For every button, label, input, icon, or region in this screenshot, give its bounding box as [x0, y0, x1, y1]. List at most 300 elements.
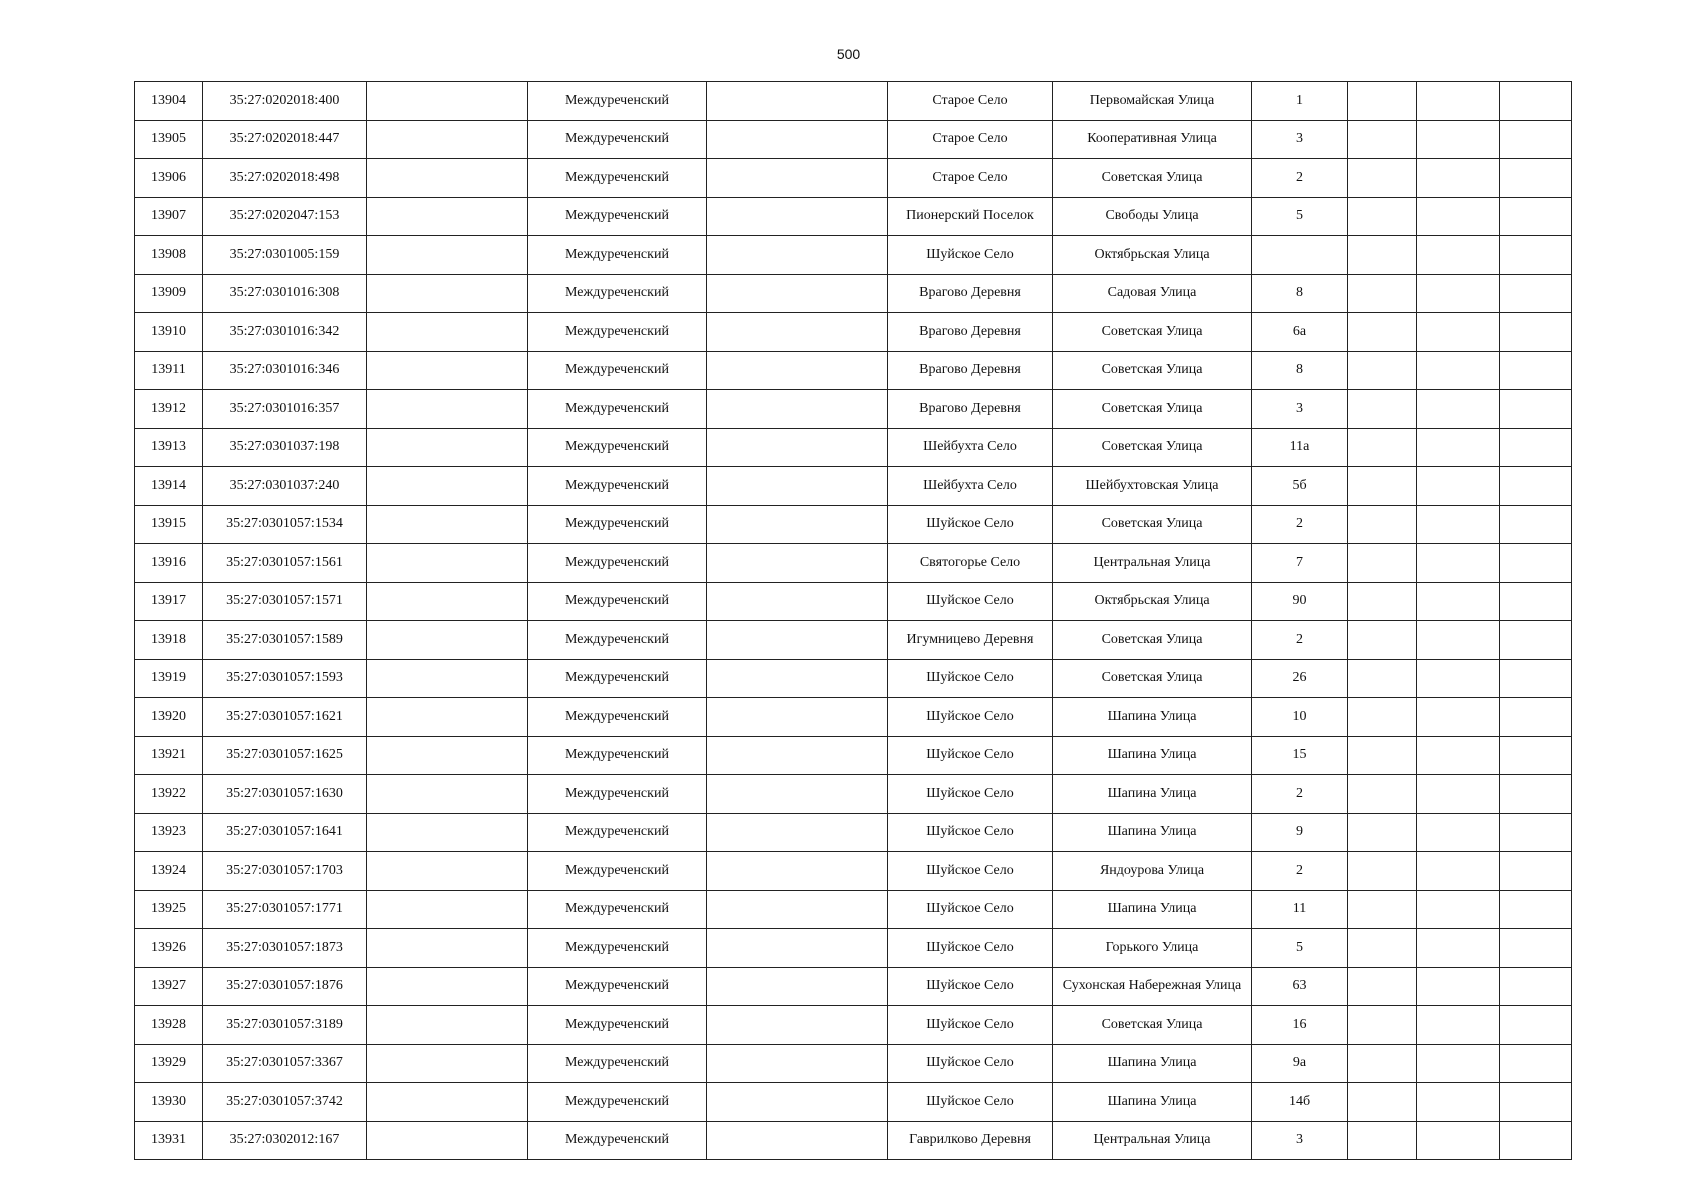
house-number-cell: 11	[1252, 890, 1348, 929]
record-number-cell: 13919	[135, 659, 203, 698]
empty-cell	[1500, 736, 1572, 775]
cadastral-number-cell: 35:27:0301037:198	[203, 428, 367, 467]
empty-cell	[1500, 236, 1572, 275]
empty-cell	[1500, 582, 1572, 621]
empty-cell	[1417, 1121, 1500, 1160]
empty-cell	[707, 428, 888, 467]
district-cell: Междуреченский	[528, 505, 707, 544]
settlement-cell: Шуйское Село	[888, 852, 1053, 891]
record-number-cell: 13904	[135, 82, 203, 121]
empty-cell	[1500, 621, 1572, 660]
settlement-cell: Шейбухта Село	[888, 467, 1053, 506]
empty-cell	[1500, 428, 1572, 467]
empty-cell	[1417, 274, 1500, 313]
district-cell: Междуреченский	[528, 197, 707, 236]
street-cell: Советская Улица	[1053, 351, 1252, 390]
settlement-cell: Старое Село	[888, 159, 1053, 198]
settlement-cell: Шуйское Село	[888, 659, 1053, 698]
table-row	[135, 274, 1572, 313]
street-cell: Кооперативная Улица	[1053, 120, 1252, 159]
empty-cell	[1348, 159, 1417, 198]
street-cell: Шапина Улица	[1053, 1044, 1252, 1083]
district-cell: Междуреченский	[528, 544, 707, 583]
empty-cell	[367, 813, 528, 852]
house-number-cell: 7	[1252, 544, 1348, 583]
empty-cell	[367, 1121, 528, 1160]
empty-cell	[1348, 1121, 1417, 1160]
table-row	[135, 736, 1572, 775]
empty-cell	[1500, 890, 1572, 929]
record-number-cell: 13908	[135, 236, 203, 275]
house-number-cell: 16	[1252, 1006, 1348, 1045]
district-cell: Междуреченский	[528, 967, 707, 1006]
district-cell: Междуреченский	[528, 274, 707, 313]
cadastral-number-cell: 35:27:0301057:1593	[203, 659, 367, 698]
empty-cell	[1500, 852, 1572, 891]
record-number-cell: 13910	[135, 313, 203, 352]
cadastral-number-cell: 35:27:0301057:1876	[203, 967, 367, 1006]
street-cell: Шапина Улица	[1053, 698, 1252, 737]
empty-cell	[1348, 967, 1417, 1006]
cadastral-number-cell: 35:27:0301057:1771	[203, 890, 367, 929]
empty-cell	[707, 890, 888, 929]
street-cell: Центральная Улица	[1053, 1121, 1252, 1160]
table-row	[135, 351, 1572, 390]
empty-cell	[707, 82, 888, 121]
cadastral-number-cell: 35:27:0301057:1571	[203, 582, 367, 621]
empty-cell	[1348, 313, 1417, 352]
empty-cell	[367, 582, 528, 621]
house-number-cell: 2	[1252, 621, 1348, 660]
empty-cell	[1417, 544, 1500, 583]
settlement-cell: Старое Село	[888, 120, 1053, 159]
empty-cell	[1348, 120, 1417, 159]
settlement-cell: Шуйское Село	[888, 582, 1053, 621]
empty-cell	[1348, 621, 1417, 660]
empty-cell	[367, 621, 528, 660]
street-cell: Советская Улица	[1053, 1006, 1252, 1045]
district-cell: Междуреченский	[528, 1121, 707, 1160]
table-row	[135, 890, 1572, 929]
house-number-cell: 2	[1252, 775, 1348, 814]
record-number-cell: 13925	[135, 890, 203, 929]
district-cell: Междуреченский	[528, 1083, 707, 1122]
house-number-cell: 8	[1252, 274, 1348, 313]
cadastral-number-cell: 35:27:0301057:1534	[203, 505, 367, 544]
district-cell: Междуреченский	[528, 236, 707, 275]
registry-table	[134, 81, 1572, 1160]
cadastral-number-cell: 35:27:0301057:1589	[203, 621, 367, 660]
empty-cell	[367, 852, 528, 891]
street-cell: Яндоурова Улица	[1053, 852, 1252, 891]
district-cell: Междуреченский	[528, 890, 707, 929]
empty-cell	[1348, 582, 1417, 621]
table-row	[135, 1006, 1572, 1045]
district-cell: Междуреченский	[528, 1006, 707, 1045]
record-number-cell: 13923	[135, 813, 203, 852]
street-cell: Свободы Улица	[1053, 197, 1252, 236]
empty-cell	[367, 1006, 528, 1045]
record-number-cell: 13921	[135, 736, 203, 775]
empty-cell	[1500, 82, 1572, 121]
settlement-cell: Гаврилково Деревня	[888, 1121, 1053, 1160]
empty-cell	[367, 544, 528, 583]
district-cell: Междуреченский	[528, 929, 707, 968]
settlement-cell: Шуйское Село	[888, 890, 1053, 929]
house-number-cell: 15	[1252, 736, 1348, 775]
empty-cell	[1500, 120, 1572, 159]
empty-cell	[1348, 351, 1417, 390]
district-cell: Междуреченский	[528, 698, 707, 737]
table-row	[135, 1044, 1572, 1083]
street-cell: Шапина Улица	[1053, 813, 1252, 852]
empty-cell	[707, 467, 888, 506]
empty-cell	[707, 159, 888, 198]
empty-cell	[367, 890, 528, 929]
settlement-cell: Шуйское Село	[888, 1006, 1053, 1045]
empty-cell	[1417, 313, 1500, 352]
empty-cell	[1417, 813, 1500, 852]
table-row	[135, 236, 1572, 275]
empty-cell	[707, 621, 888, 660]
empty-cell	[367, 159, 528, 198]
empty-cell	[367, 1083, 528, 1122]
table-row	[135, 1083, 1572, 1122]
settlement-cell: Святогорье Село	[888, 544, 1053, 583]
settlement-cell: Шуйское Село	[888, 813, 1053, 852]
district-cell: Междуреченский	[528, 1044, 707, 1083]
house-number-cell	[1252, 236, 1348, 275]
empty-cell	[367, 698, 528, 737]
empty-cell	[707, 351, 888, 390]
record-number-cell: 13920	[135, 698, 203, 737]
street-cell: Шапина Улица	[1053, 1083, 1252, 1122]
street-cell: Шапина Улица	[1053, 736, 1252, 775]
empty-cell	[1417, 621, 1500, 660]
cadastral-number-cell: 35:27:0301057:1561	[203, 544, 367, 583]
settlement-cell: Пионерский Поселок	[888, 197, 1053, 236]
empty-cell	[1417, 967, 1500, 1006]
empty-cell	[1500, 159, 1572, 198]
empty-cell	[1348, 390, 1417, 429]
house-number-cell: 90	[1252, 582, 1348, 621]
empty-cell	[367, 1044, 528, 1083]
empty-cell	[707, 1083, 888, 1122]
district-cell: Междуреченский	[528, 467, 707, 506]
empty-cell	[1500, 813, 1572, 852]
empty-cell	[1500, 390, 1572, 429]
empty-cell	[367, 120, 528, 159]
cadastral-number-cell: 35:27:0301057:3189	[203, 1006, 367, 1045]
settlement-cell: Шуйское Село	[888, 505, 1053, 544]
street-cell: Советская Улица	[1053, 505, 1252, 544]
house-number-cell: 26	[1252, 659, 1348, 698]
empty-cell	[1348, 1083, 1417, 1122]
house-number-cell: 2	[1252, 159, 1348, 198]
record-number-cell: 13927	[135, 967, 203, 1006]
house-number-cell: 11а	[1252, 428, 1348, 467]
cadastral-number-cell: 35:27:0302012:167	[203, 1121, 367, 1160]
settlement-cell: Шуйское Село	[888, 736, 1053, 775]
empty-cell	[1500, 197, 1572, 236]
empty-cell	[1500, 1083, 1572, 1122]
empty-cell	[367, 390, 528, 429]
empty-cell	[1417, 852, 1500, 891]
empty-cell	[1500, 313, 1572, 352]
cadastral-number-cell: 35:27:0301037:240	[203, 467, 367, 506]
empty-cell	[367, 236, 528, 275]
empty-cell	[1417, 197, 1500, 236]
cadastral-number-cell: 35:27:0301057:1630	[203, 775, 367, 814]
record-number-cell: 13913	[135, 428, 203, 467]
empty-cell	[367, 197, 528, 236]
empty-cell	[707, 274, 888, 313]
table-row	[135, 505, 1572, 544]
settlement-cell: Шейбухта Село	[888, 428, 1053, 467]
record-number-cell: 13915	[135, 505, 203, 544]
empty-cell	[1348, 813, 1417, 852]
settlement-cell: Шуйское Село	[888, 698, 1053, 737]
empty-cell	[367, 775, 528, 814]
empty-cell	[1500, 698, 1572, 737]
empty-cell	[1500, 544, 1572, 583]
cadastral-number-cell: 35:27:0301016:346	[203, 351, 367, 390]
cadastral-number-cell: 35:27:0202018:447	[203, 120, 367, 159]
empty-cell	[1348, 428, 1417, 467]
house-number-cell: 9а	[1252, 1044, 1348, 1083]
cadastral-number-cell: 35:27:0301057:1621	[203, 698, 367, 737]
cadastral-number-cell: 35:27:0301005:159	[203, 236, 367, 275]
empty-cell	[707, 197, 888, 236]
street-cell: Шапина Улица	[1053, 890, 1252, 929]
empty-cell	[1417, 1006, 1500, 1045]
house-number-cell: 8	[1252, 351, 1348, 390]
settlement-cell: Шуйское Село	[888, 1044, 1053, 1083]
empty-cell	[707, 1006, 888, 1045]
house-number-cell: 1	[1252, 82, 1348, 121]
district-cell: Междуреченский	[528, 813, 707, 852]
empty-cell	[367, 274, 528, 313]
empty-cell	[1348, 274, 1417, 313]
empty-cell	[1417, 582, 1500, 621]
house-number-cell: 3	[1252, 120, 1348, 159]
empty-cell	[707, 967, 888, 1006]
street-cell: Сухонская Набережная Улица	[1053, 967, 1252, 1006]
district-cell: Междуреченский	[528, 351, 707, 390]
street-cell: Советская Улица	[1053, 313, 1252, 352]
cadastral-number-cell: 35:27:0301016:342	[203, 313, 367, 352]
empty-cell	[1348, 197, 1417, 236]
empty-cell	[1500, 351, 1572, 390]
empty-cell	[707, 313, 888, 352]
empty-cell	[1417, 929, 1500, 968]
house-number-cell: 6а	[1252, 313, 1348, 352]
empty-cell	[707, 1044, 888, 1083]
table-row	[135, 120, 1572, 159]
empty-cell	[707, 736, 888, 775]
house-number-cell: 3	[1252, 390, 1348, 429]
cadastral-number-cell: 35:27:0301057:1625	[203, 736, 367, 775]
cadastral-number-cell: 35:27:0202018:498	[203, 159, 367, 198]
empty-cell	[1348, 544, 1417, 583]
cadastral-number-cell: 35:27:0301016:308	[203, 274, 367, 313]
house-number-cell: 9	[1252, 813, 1348, 852]
record-number-cell: 13918	[135, 621, 203, 660]
empty-cell	[1417, 698, 1500, 737]
settlement-cell: Шуйское Село	[888, 1083, 1053, 1122]
empty-cell	[1417, 775, 1500, 814]
empty-cell	[1348, 236, 1417, 275]
cadastral-number-cell: 35:27:0301057:1641	[203, 813, 367, 852]
record-number-cell: 13931	[135, 1121, 203, 1160]
district-cell: Междуреченский	[528, 313, 707, 352]
street-cell: Центральная Улица	[1053, 544, 1252, 583]
empty-cell	[1417, 351, 1500, 390]
settlement-cell: Шуйское Село	[888, 929, 1053, 968]
street-cell: Садовая Улица	[1053, 274, 1252, 313]
cadastral-number-cell: 35:27:0202018:400	[203, 82, 367, 121]
empty-cell	[707, 505, 888, 544]
district-cell: Междуреченский	[528, 659, 707, 698]
settlement-cell: Шуйское Село	[888, 236, 1053, 275]
district-cell: Междуреченский	[528, 775, 707, 814]
cadastral-number-cell: 35:27:0202047:153	[203, 197, 367, 236]
record-number-cell: 13911	[135, 351, 203, 390]
registry-body	[135, 82, 1572, 1160]
empty-cell	[707, 775, 888, 814]
settlement-cell: Врагово Деревня	[888, 351, 1053, 390]
house-number-cell: 10	[1252, 698, 1348, 737]
empty-cell	[1417, 390, 1500, 429]
street-cell: Советская Улица	[1053, 659, 1252, 698]
empty-cell	[1500, 1121, 1572, 1160]
empty-cell	[367, 736, 528, 775]
empty-cell	[1417, 428, 1500, 467]
empty-cell	[367, 351, 528, 390]
empty-cell	[1417, 236, 1500, 275]
empty-cell	[1500, 1006, 1572, 1045]
empty-cell	[1417, 659, 1500, 698]
cadastral-number-cell: 35:27:0301016:357	[203, 390, 367, 429]
empty-cell	[1500, 929, 1572, 968]
table-row	[135, 775, 1572, 814]
record-number-cell: 13906	[135, 159, 203, 198]
empty-cell	[1348, 736, 1417, 775]
empty-cell	[367, 82, 528, 121]
street-cell: Советская Улица	[1053, 390, 1252, 429]
empty-cell	[367, 467, 528, 506]
house-number-cell: 63	[1252, 967, 1348, 1006]
table-row	[135, 967, 1572, 1006]
empty-cell	[707, 1121, 888, 1160]
settlement-cell: Старое Село	[888, 82, 1053, 121]
cadastral-number-cell: 35:27:0301057:1873	[203, 929, 367, 968]
street-cell: Октябрьская Улица	[1053, 582, 1252, 621]
street-cell: Горького Улица	[1053, 929, 1252, 968]
settlement-cell: Игумницево Деревня	[888, 621, 1053, 660]
empty-cell	[1348, 929, 1417, 968]
street-cell: Первомайская Улица	[1053, 82, 1252, 121]
street-cell: Шапина Улица	[1053, 775, 1252, 814]
cadastral-number-cell: 35:27:0301057:1703	[203, 852, 367, 891]
settlement-cell: Шуйское Село	[888, 775, 1053, 814]
district-cell: Междуреченский	[528, 852, 707, 891]
empty-cell	[1417, 1044, 1500, 1083]
district-cell: Междуреченский	[528, 159, 707, 198]
empty-cell	[1500, 659, 1572, 698]
record-number-cell: 13917	[135, 582, 203, 621]
house-number-cell: 5б	[1252, 467, 1348, 506]
record-number-cell: 13914	[135, 467, 203, 506]
record-number-cell: 13909	[135, 274, 203, 313]
empty-cell	[1417, 82, 1500, 121]
house-number-cell: 2	[1252, 852, 1348, 891]
settlement-cell: Шуйское Село	[888, 967, 1053, 1006]
empty-cell	[367, 967, 528, 1006]
record-number-cell: 13930	[135, 1083, 203, 1122]
street-cell: Октябрьская Улица	[1053, 236, 1252, 275]
settlement-cell: Врагово Деревня	[888, 313, 1053, 352]
page-number: 500	[836, 46, 861, 62]
empty-cell	[367, 659, 528, 698]
empty-cell	[707, 582, 888, 621]
empty-cell	[1348, 467, 1417, 506]
record-number-cell: 13929	[135, 1044, 203, 1083]
table-row	[135, 467, 1572, 506]
empty-cell	[1417, 159, 1500, 198]
district-cell: Междуреченский	[528, 736, 707, 775]
table-row	[135, 852, 1572, 891]
record-number-cell: 13907	[135, 197, 203, 236]
empty-cell	[1348, 698, 1417, 737]
house-number-cell: 5	[1252, 197, 1348, 236]
empty-cell	[1348, 659, 1417, 698]
house-number-cell: 5	[1252, 929, 1348, 968]
empty-cell	[1348, 505, 1417, 544]
district-cell: Междуреченский	[528, 390, 707, 429]
record-number-cell: 13926	[135, 929, 203, 968]
street-cell: Советская Улица	[1053, 428, 1252, 467]
cadastral-number-cell: 35:27:0301057:3742	[203, 1083, 367, 1122]
empty-cell	[1500, 1044, 1572, 1083]
table-row	[135, 197, 1572, 236]
empty-cell	[707, 852, 888, 891]
record-number-cell: 13928	[135, 1006, 203, 1045]
settlement-cell: Врагово Деревня	[888, 274, 1053, 313]
record-number-cell: 13916	[135, 544, 203, 583]
empty-cell	[1500, 274, 1572, 313]
house-number-cell: 2	[1252, 505, 1348, 544]
district-cell: Междуреченский	[528, 582, 707, 621]
empty-cell	[707, 929, 888, 968]
table-row	[135, 698, 1572, 737]
empty-cell	[1417, 890, 1500, 929]
empty-cell	[1348, 890, 1417, 929]
empty-cell	[707, 390, 888, 429]
empty-cell	[1500, 775, 1572, 814]
table-row	[135, 813, 1572, 852]
record-number-cell: 13922	[135, 775, 203, 814]
table-row	[135, 929, 1572, 968]
street-cell: Советская Улица	[1053, 621, 1252, 660]
empty-cell	[1348, 852, 1417, 891]
empty-cell	[367, 428, 528, 467]
table-row	[135, 159, 1572, 198]
empty-cell	[1348, 1044, 1417, 1083]
empty-cell	[707, 236, 888, 275]
empty-cell	[1417, 467, 1500, 506]
street-cell: Советская Улица	[1053, 159, 1252, 198]
